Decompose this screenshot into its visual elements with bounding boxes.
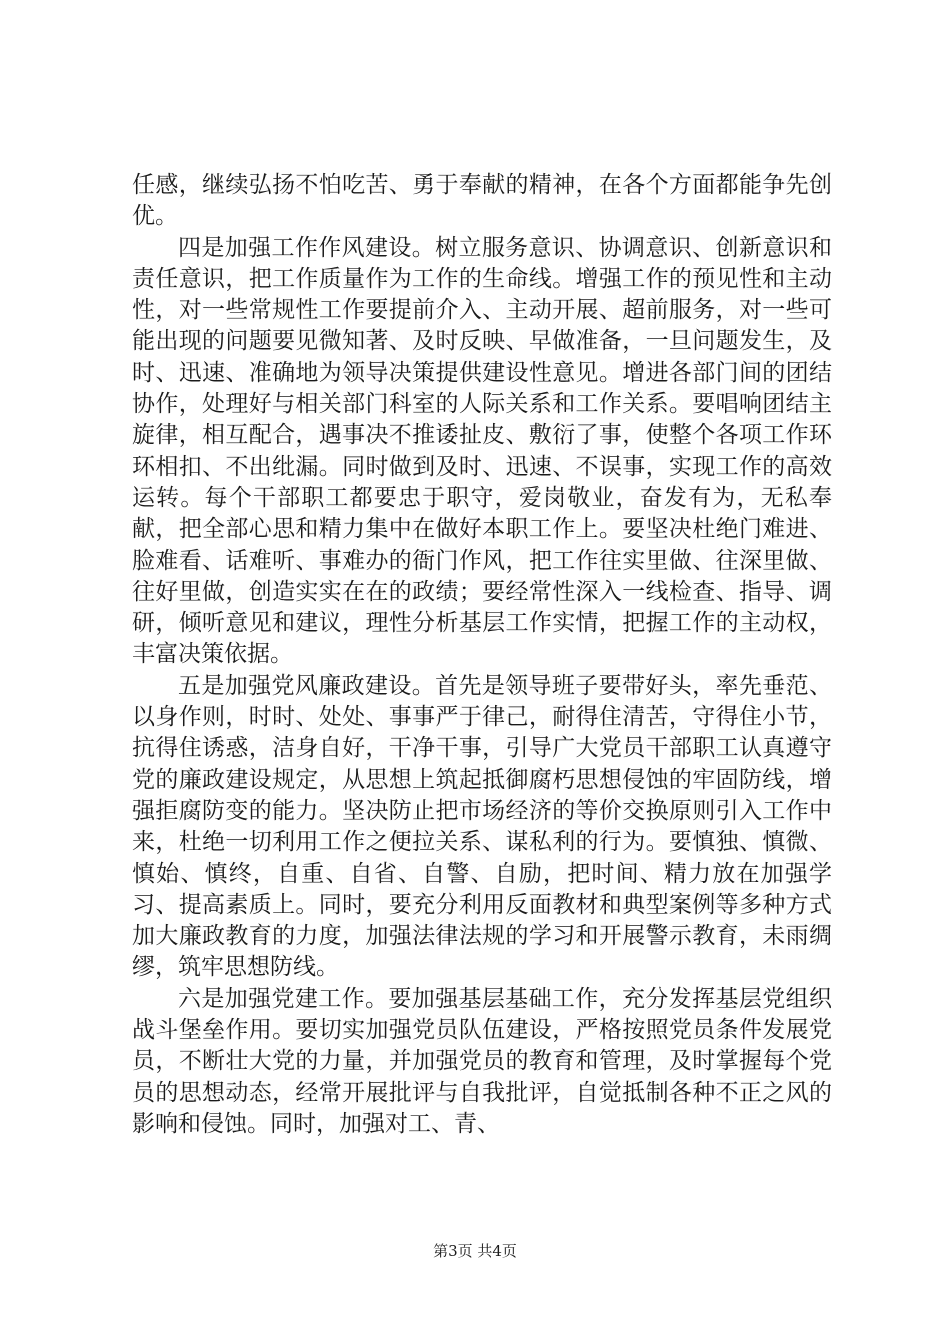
paragraph-clean-governance: 五是加强党风廉政建设。首先是领导班子要带好头，率先垂范、以身作则，时时、处处、事事严于律己，耐得住清苦，守得住小节，抗得住诱惑，洁身自好，干净干事，引导广大党员干部职工认真遵守党的廉政建设规定，从思想上筑起抵御腐朽思想侵蚀的牢固防线，增强拒腐防变的能力。坚决防止把市场经济的等价交换原则引入工作中来，杜绝一切利用工作之便拉关系、谋私利的行为。要慎独、慎微、慎始、慎终，自重、自省、自警、自励，把时间、精力放在加强学习、提高素质上。同时，要充分利用反面教材和典型案例等多种方式加大廉政教育的力度，加强法律法规的学习和开展警示教育，未雨绸缪，筑牢思想防线。	[132, 672, 832, 981]
paragraph-party-building: 六是加强党建工作。要加强基层基础工作，充分发挥基层党组织战斗堡垒作用。要切实加强党员队伍建设，严格按照党员条件发展党员，不断壮大党的力量，并加强党员的教育和管理，及时掌握每个党员的思想动态，经常开展批评与自我批评，自觉抵制各种不正之风的影响和侵蚀。同时，加强对工、青、	[132, 985, 832, 1137]
document-body	[132, 170, 832, 1140]
paragraph-continuation: 任感，继续弘扬不怕吃苦、勇于奉献的精神，在各个方面都能争先创优。	[132, 172, 832, 230]
page-footer: 第3页 共4页	[433, 1242, 517, 1260]
paragraph-work-style: 四是加强工作作风建设。树立服务意识、协调意识、创新意识和责任意识，把工作质量作为工作的生命线。增强工作的预见性和主动性，对一些常规性工作要提前介入、主动开展、超前服务，对一些可能出现的问题要见微知著、及时反映、早做准备，一旦问题发生，及时、迅速、准确地为领导决策提供建设性意见。增进各部门间的团结协作，处理好与相关部门科室的人际关系和工作关系。要唱响团结主旋律，相互配合，遇事决不推诿扯皮、敷衍了事，使整个各项工作环环相扣、不出纰漏。同时做到及时、迅速、不误事，实现工作的高效运转。每个干部职工都要忠于职守，爱岗敬业，奋发有为，无私奉献，把全部心思和精力集中在做好本职工作上。要坚决杜绝门难进、脸难看、话难听、事难办的衙门作风，把工作往实里做、往深里做、往好里做，创造实实在在的政绩；要经常性深入一线检查、指导、调研，倾听意见和建议，理性分析基层工作实情，把握工作的主动权，丰富决策依据。	[132, 234, 832, 668]
